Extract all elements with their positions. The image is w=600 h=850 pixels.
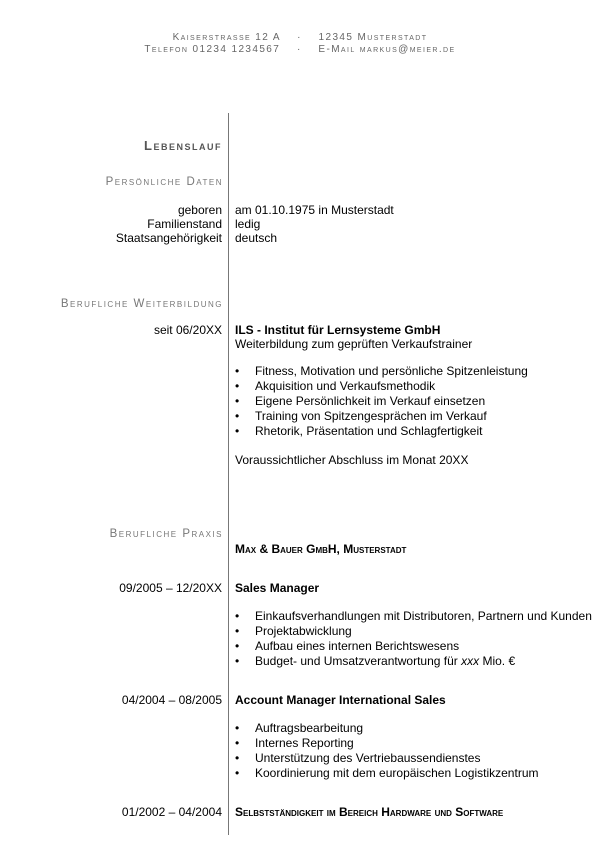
list-item: • Rhetorik, Präsentation und Schlagfertigkeit	[235, 424, 528, 439]
label-nationality: Staatsangehörigkeit	[115, 231, 222, 245]
job3-title: Selbstständigkeit im Bereich Hardware und Software	[235, 805, 504, 819]
value-nationality: deutsch	[235, 231, 278, 245]
list-item: • Training von Spitzengesprächen im Verkauf	[235, 409, 528, 424]
value-born: am 01.10.1975 in Musterstadt	[235, 203, 394, 217]
job2-date: 04/2004 – 08/2005	[121, 693, 222, 707]
training-note: Voraussichtlicher Abschluss im Monat 20XX	[235, 453, 469, 467]
job1-date: 09/2005 – 12/20XX	[119, 581, 222, 595]
list-item: • Unterstützung des Vertriebaussendienstes	[235, 751, 538, 766]
list-item: • Akquisition und Verkaufsmethodik	[235, 379, 528, 394]
label-marital-status: Familienstand	[147, 217, 222, 231]
training-subtitle: Weiterbildung zum geprüften Verkaufstrainer	[235, 337, 473, 351]
label-born: geboren	[177, 203, 222, 217]
list-item: • Aufbau eines internen Berichtswesens	[235, 639, 592, 654]
list-item: • Einkaufsverhandlungen mit Distributoren, Partnern und Kunden	[235, 609, 592, 624]
vertical-divider	[228, 113, 229, 835]
list-item: • Fitness, Motivation und persönliche Spitzenleistung	[235, 364, 528, 379]
budget-text-suffix: Mio. €	[479, 654, 516, 668]
list-item: • Auftragsbearbeitung	[235, 721, 538, 736]
section-heading-personal: Persönliche Daten	[105, 176, 223, 188]
address-line: Kaiserstrasse 12 A · 12345 Musterstadt	[172, 32, 428, 43]
job2-bullet-list	[235, 721, 538, 781]
training-date: seit 06/20XX	[153, 323, 222, 337]
job1-bullet-list	[235, 609, 592, 669]
list-item: • Koordinierung mit dem europäischen Logistikzentrum	[235, 766, 538, 781]
job3-date: 01/2002 – 04/2004	[121, 805, 222, 819]
list-item: • Eigene Persönlichkeit im Verkauf einsetzen	[235, 394, 528, 409]
list-item: • Projektabwicklung	[235, 624, 592, 639]
company-name: Max & Bauer GmbH, Musterstadt	[235, 542, 407, 556]
job2-title: Account Manager International Sales	[235, 693, 446, 707]
training-bullet-list	[235, 364, 528, 439]
list-item: • Internes Reporting	[235, 736, 538, 751]
value-marital-status: ledig	[235, 217, 261, 231]
contact-line: Telefon 01234 1234567 · E-Mail markus@meier.de	[144, 44, 456, 55]
section-heading-training: Berufliche Weiterbildung	[60, 298, 223, 310]
list-item	[235, 654, 592, 669]
budget-text-prefix: Budget- und Umsatzverantwortung für	[255, 654, 462, 668]
budget-amount: xxx	[461, 654, 480, 668]
training-institution: ILS - Institut für Lernsysteme GmbH	[235, 323, 441, 337]
section-heading-practice: Berufliche Praxis	[109, 528, 223, 540]
page-title: Lebenslauf	[144, 138, 222, 153]
job1-title: Sales Manager	[235, 581, 320, 595]
